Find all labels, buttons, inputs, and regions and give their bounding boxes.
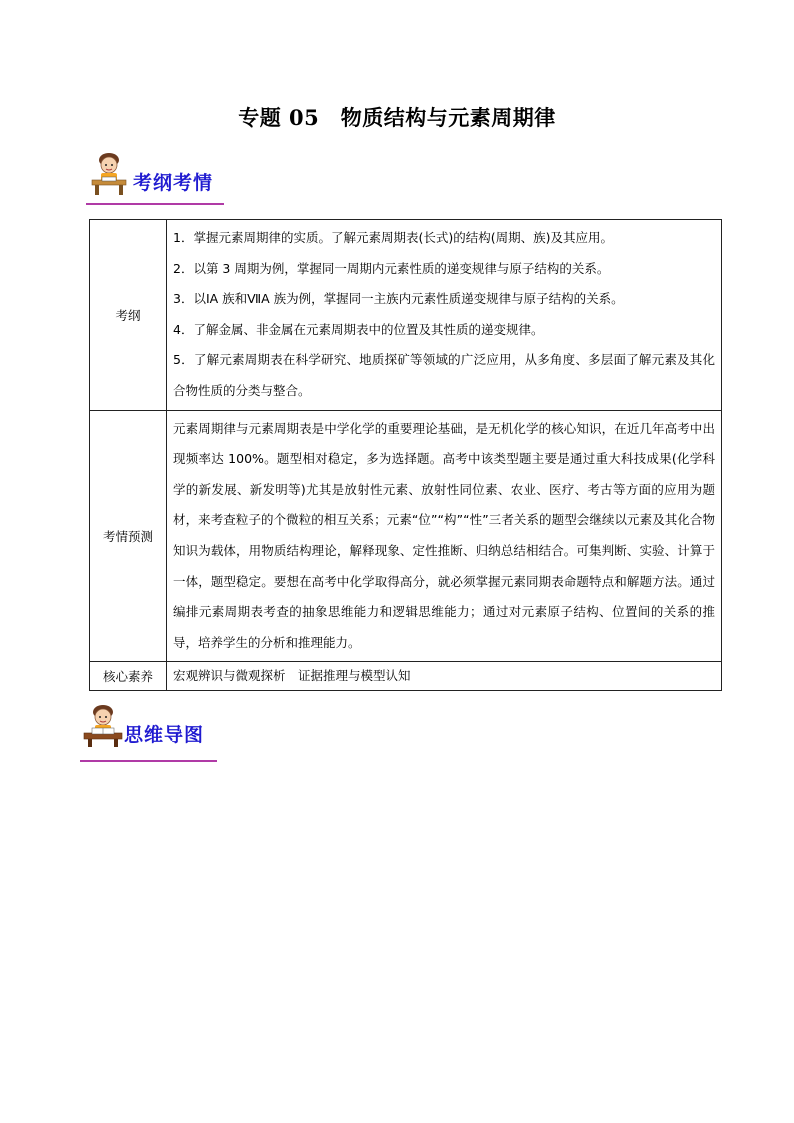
literacy-content: 宏观辨识与微观探析 证据推理与模型认知: [167, 662, 722, 691]
exam-outline-table: [89, 219, 722, 691]
mindmap-header-underline: [80, 760, 217, 762]
page-title: 专题 05 物质结构与元素周期律: [238, 105, 556, 130]
outline-section-header: [86, 150, 226, 200]
table-row-forecast: [90, 410, 722, 662]
row-label: 核心素养: [90, 662, 167, 691]
outline-header-underline: [86, 203, 224, 205]
student-mascot-icon: [86, 150, 132, 196]
mindmap-header-label: 思维导图: [124, 724, 205, 746]
outline-item: 1．掌握元素周期律的实质。了解元素周期表(长式)的结构(周期、族)及其应用。: [173, 230, 613, 245]
outline-item: 3．以ⅠA 族和ⅦA 族为例，掌握同一主族内元素性质递变规律与原子结构的关系。: [173, 291, 624, 307]
outline-item: 5．了解元素周期表在科学研究、地质探矿等领域的广泛应用，从多角度、多层面了解元素及其化合物性质的分类与整合。: [173, 352, 715, 398]
row-label: 考纲: [90, 220, 167, 411]
mindmap-section-header: [80, 702, 220, 752]
forecast-content: 元素周期律与元素周期表是中学化学的重要理论基础，是无机化学的核心知识，在近几年高考中出现频率达 100%。题型相对稳定，多为选择题。高考中该类型题主要是通过重大科技成果(化学科学的新发展、新发明等)尤其是放射性元素、放射性同位素、农业、医疗、考古等方面的应用为题材，来考查粒子的个微粒的相互关系；元素“位”“构”“性”三者关系的题型会继续以元素及其化合物知识为载体，用物质结构理论，解释现象、定性推断、归纳总结相结合。可集判断、实验、计算于一体，题型稳定。要想在高考中化学取得高分，就必须掌握元素同期表命题特点和解题方法。通过编排元素周期表考查的抽象思维能力和逻辑思维能力；通过对元素原子结构、位置间的关系的推导，培养学生的分析和推理能力。: [167, 410, 722, 662]
outline-item: 4．了解金属、非金属在元素周期表中的位置及其性质的递变规律。: [173, 321, 544, 337]
table-row-outline: [90, 220, 722, 411]
student-mascot-icon: [80, 702, 126, 748]
row-label: 考情预测: [90, 410, 167, 662]
outline-content: [167, 220, 722, 411]
table-row-literacy: [90, 662, 722, 691]
outline-item: 2．以第 3 周期为例，掌握同一周期内元素性质的递变规律与原子结构的关系。: [173, 260, 610, 276]
outline-header-label: 考纲考情: [133, 172, 214, 194]
